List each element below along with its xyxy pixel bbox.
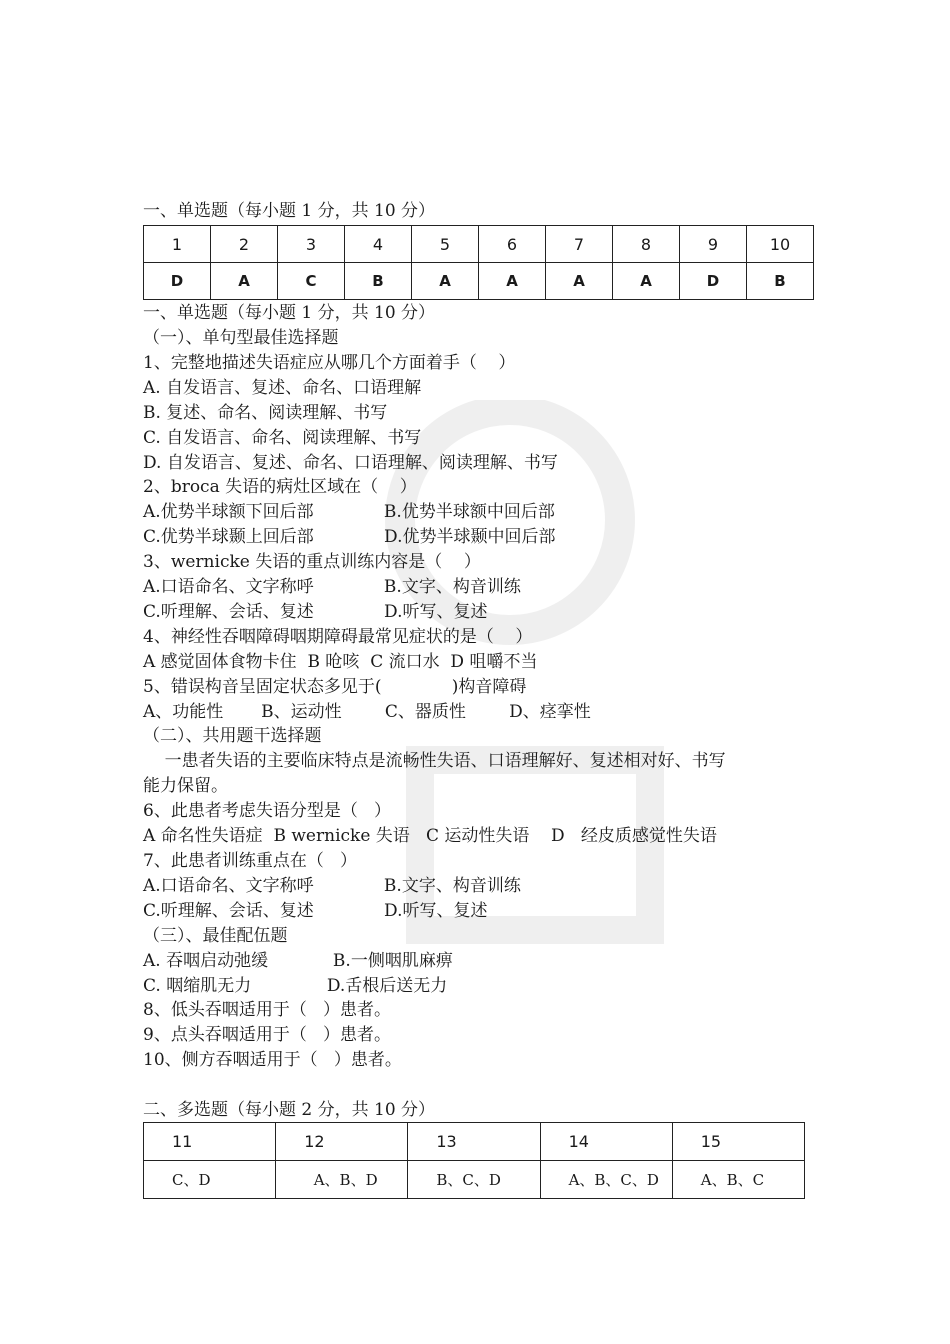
q-number: 1	[144, 226, 211, 263]
q-number: 4	[345, 226, 412, 263]
q-number: 3	[278, 226, 345, 263]
section1-title: 一、单选题（每小题 1 分，共 10 分）	[143, 201, 436, 221]
q-number: 13	[408, 1123, 540, 1161]
text-line: A 感觉固体食物卡住 B 呛咳 C 流口水 D 咀嚼不当	[143, 652, 538, 672]
q-number: 14	[540, 1123, 672, 1161]
text-line: C.优势半球颞上回后部 D.优势半球颞中回后部	[143, 527, 556, 547]
q-number: 12	[276, 1123, 408, 1161]
q-answer: A	[613, 263, 680, 300]
q-number: 8	[613, 226, 680, 263]
q-answer: B	[345, 263, 412, 300]
text-line: 9、点头吞咽适用于（ ）患者。	[143, 1025, 392, 1045]
q-number: 9	[680, 226, 747, 263]
q-answer: C	[278, 263, 345, 300]
single-choice-answer-table	[143, 225, 814, 300]
q-answer: A	[479, 263, 546, 300]
text-line: A. 自发语言、复述、命名、口语理解	[143, 378, 422, 398]
q-answer: A、B、C	[672, 1161, 804, 1199]
q-answer: B、C、D	[408, 1161, 540, 1199]
q-answer: C、D	[144, 1161, 276, 1199]
text-line: 7、此患者训练重点在（ ）	[143, 851, 358, 871]
q-number: 15	[672, 1123, 804, 1161]
text-line: B. 复述、命名、阅读理解、书写	[143, 403, 388, 423]
text-line: 4、神经性吞咽障碍咽期障碍最常见症状的是（ ）	[143, 627, 533, 647]
text-line: 一、单选题（每小题 1 分，共 10 分）	[143, 303, 436, 323]
text-line: 5、错误构音呈固定状态多见于( )构音障碍	[143, 677, 527, 697]
text-line: C.听理解、会话、复述 D.听写、复述	[143, 602, 488, 622]
q-number: 7	[546, 226, 613, 263]
text-line: A 命名性失语症 B wernicke 失语 C 运动性失语 D 经皮质感觉性失语	[143, 826, 717, 846]
text-line: C. 咽缩肌无力 D.舌根后送无力	[143, 976, 448, 996]
q-number: 11	[144, 1123, 276, 1161]
text-line: 10、侧方吞咽适用于（ ）患者。	[143, 1050, 402, 1070]
q-answer: D	[680, 263, 747, 300]
q-answer: A	[546, 263, 613, 300]
q-number: 6	[479, 226, 546, 263]
q-number: 2	[211, 226, 278, 263]
text-line: A. 吞咽启动弛缓 B.一侧咽肌麻痹	[143, 951, 453, 971]
q-answer: A、B、D	[276, 1161, 408, 1199]
text-line: 3、wernicke 失语的重点训练内容是（ ）	[143, 552, 481, 572]
q-answer: A、B、C、D	[540, 1161, 672, 1199]
q-answer: A	[412, 263, 479, 300]
section2-title: 二、多选题（每小题 2 分，共 10 分）	[143, 1100, 436, 1120]
q-answer: A	[211, 263, 278, 300]
text-line: 8、低头吞咽适用于（ ）患者。	[143, 1000, 392, 1020]
multi-choice-answer-table	[143, 1122, 805, 1199]
q-answer: D	[144, 263, 211, 300]
text-line: （三）、最佳配伍题	[143, 926, 288, 946]
q-number: 5	[412, 226, 479, 263]
q-answer: B	[747, 263, 814, 300]
q-number: 10	[747, 226, 814, 263]
text-line: A.优势半球额下回后部 B.优势半球额中回后部	[143, 502, 555, 522]
text-line: A.口语命名、文字称呼 B.文字、构音训练	[143, 577, 521, 597]
text-line: D. 自发语言、复述、命名、口语理解、阅读理解、书写	[143, 453, 558, 473]
text-line: 6、此患者考虑失语分型是（ ）	[143, 801, 392, 821]
text-line: （二）、共用题干选择题	[143, 726, 322, 746]
text-line: C.听理解、会话、复述 D.听写、复述	[143, 901, 488, 921]
text-line: C. 自发语言、命名、阅读理解、书写	[143, 428, 422, 448]
text-line: （一）、单句型最佳选择题	[143, 328, 339, 348]
text-line: A、功能性 B、运动性 C、器质性 D、痉挛性	[143, 702, 591, 722]
text-line: 一患者失语的主要临床特点是流畅性失语、口语理解好、复述相对好、书写	[143, 751, 726, 771]
text-line: 能力保留。	[143, 776, 228, 796]
text-line: A.口语命名、文字称呼 B.文字、构音训练	[143, 876, 521, 896]
text-line: 2、broca 失语的病灶区域在（ ）	[143, 477, 417, 497]
text-line: 1、完整地描述失语症应从哪几个方面着手（ ）	[143, 353, 516, 373]
